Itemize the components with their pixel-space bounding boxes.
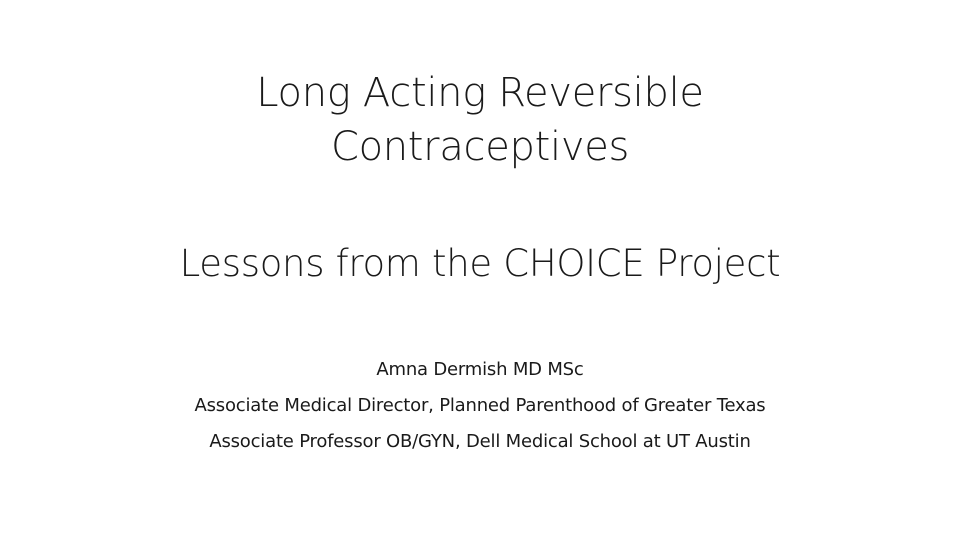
slide-title-line-2: Contraceptives [330,124,630,170]
slide-title-line-1: Long Acting Reversible [256,70,704,116]
author-name: Amna Dermish MD MSc [376,359,584,380]
author-role-1: Associate Medical Director, Planned Parenthood of Greater Texas [194,395,766,416]
author-role-2: Associate Professor OB/GYN, Dell Medical School at UT Austin [209,431,751,452]
author-block [0,352,960,460]
slide-subtitle: Lessons from the CHOICE Project [179,242,781,285]
slide-title [0,66,960,174]
